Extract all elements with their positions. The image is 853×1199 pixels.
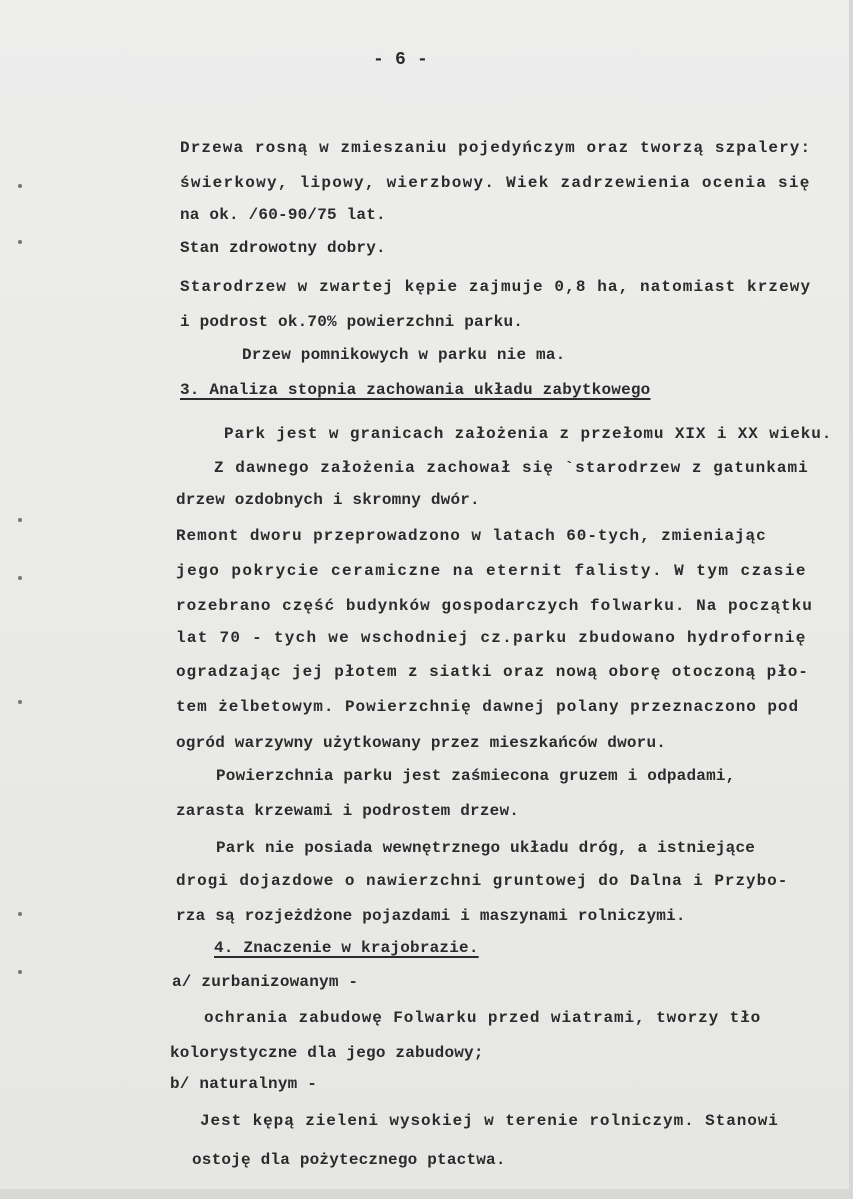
text-line: jego pokrycie ceramiczne na eternit falisty. W tym czasie: [176, 562, 807, 580]
text-line: a/ zurbanizowanym -: [172, 973, 359, 991]
text-line: rza są rozjeżdżone pojazdami i maszynami rolniczymi.: [176, 907, 686, 925]
text-line: drzew ozdobnych i skromny dwór.: [176, 491, 480, 509]
text-line: i podrost ok.70% powierzchni parku.: [180, 313, 524, 331]
text-line: na ok. /60-90/75 lat.: [180, 206, 386, 224]
text-line: drogi dojazdowe o nawierzchni gruntowej do Dalna i Przybo-: [176, 872, 789, 890]
section-heading: 3. Analiza stopnia zachowania układu zabytkowego: [180, 381, 651, 399]
text-line: Drzewa rosną w zmieszaniu pojedyńczym oraz tworzą szpalery:: [180, 139, 812, 157]
text-line: ogradzając jej płotem z siatki oraz nową oborę otoczoną pło-: [176, 663, 809, 681]
text-line: świerkowy, lipowy, wierzbowy. Wiek zadrzewienia ocenia się: [180, 174, 811, 192]
margin-mark: [18, 184, 22, 188]
text-line: Starodrzew w zwartej kępie zajmuje 0,8 ha, natomiast krzewy: [180, 278, 812, 296]
text-line: lat 70 - tych we wschodniej cz.parku zbudowano hydrofornię: [176, 629, 807, 647]
text-line: Remont dworu przeprowadzono w latach 60-tych, zmieniając: [176, 527, 767, 545]
text-line: ostoję dla pożytecznego ptactwa.: [192, 1151, 506, 1169]
text-line: Park nie posiada wewnętrznego układu dróg, a istniejące: [216, 839, 756, 857]
text-line: tem żelbetowym. Powierzchnię dawnej polany przeznaczono pod: [176, 698, 800, 716]
section-heading: 4. Znaczenie w krajobrazie.: [214, 939, 479, 957]
page-right-edge: [849, 0, 853, 1199]
margin-mark: [18, 912, 22, 916]
page-bottom-edge: [0, 1189, 853, 1199]
text-line: Drzew pomnikowych w parku nie ma.: [242, 346, 566, 364]
text-line: Park jest w granicach założenia z przełomu XIX i XX wieku.: [224, 425, 833, 443]
page-number: - 6 -: [373, 50, 429, 70]
margin-mark: [18, 240, 22, 244]
text-line: Powierzchnia parku jest zaśmiecona gruzem i odpadami,: [216, 767, 736, 785]
text-line: Z dawnego założenia zachował się `starodrzew z gatunkami: [214, 459, 809, 477]
text-line: rozebrano część budynków gospodarczych folwarku. Na początku: [176, 597, 813, 615]
margin-mark: [18, 576, 22, 580]
margin-mark: [18, 518, 22, 522]
text-line: zarasta krzewami i podrostem drzew.: [176, 802, 520, 820]
margin-mark: [18, 970, 22, 974]
margin-mark: [18, 700, 22, 704]
text-line: Jest kępą zieleni wysokiej w terenie rolniczym. Stanowi: [200, 1112, 779, 1130]
text-line: Stan zdrowotny dobry.: [180, 239, 386, 257]
text-line: kolorystyczne dla jego zabudowy;: [170, 1044, 484, 1062]
text-line: b/ naturalnym -: [170, 1075, 318, 1093]
text-line: ochrania zabudowę Folwarku przed wiatrami, tworzy tło: [204, 1009, 762, 1027]
text-line: ogród warzywny użytkowany przez mieszkańców dworu.: [176, 734, 667, 752]
